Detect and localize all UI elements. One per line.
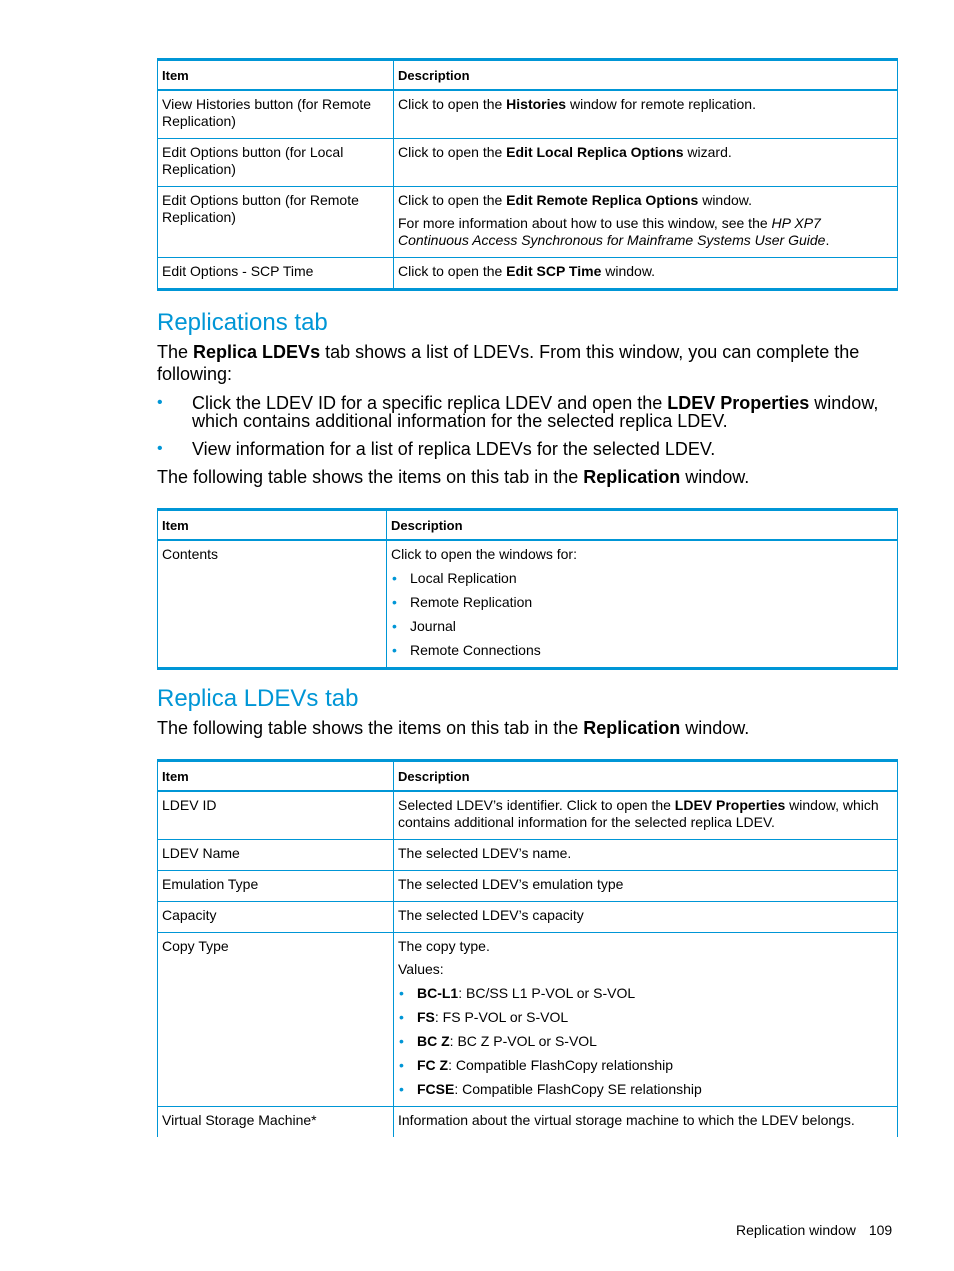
table-row [158,187,898,258]
windows-list [391,570,893,659]
cell-description: Click to open the Edit Remote Replica Options window. For more information about how to use this window, see the HP XP7 Continuous Access Synchronous for Mainframe Systems User Guide. [394,187,898,258]
list-item: • BC-L1: BC/SS L1 P-VOL or S-VOL [398,985,893,1002]
contents-table [157,508,898,670]
bullet-list [157,394,897,458]
cell-item: Contents [158,540,387,669]
list-item: • FS: FS P-VOL or S-VOL [398,1009,893,1026]
list-item: • Click the LDEV ID for a specific replica LDEV and open the LDEV Properties window, which contains additional information for the selected replica LDEV. [157,394,897,430]
cell-description: The selected LDEV’s name. [394,840,898,871]
cell-item: Copy Type [158,933,394,1107]
replica-ldevs-table [157,759,898,1137]
table-row [158,1107,898,1138]
page-number: 109 [868,1222,893,1238]
cell-description: Click to open the Edit Local Replica Options wizard. [394,139,898,187]
page-content [157,58,897,1137]
cell-description: Click to open the Histories window for remote replication. [394,90,898,139]
cell-item: Edit Options - SCP Time [158,258,394,290]
footer-section-title: Replication window [736,1222,856,1238]
guide-reference: HP XP7 Continuous Access Synchronous for Mainframe Systems User Guide [398,215,826,248]
cell-item: View Histories button (for Remote Replication) [158,90,394,139]
cell-description: The selected LDEV’s emulation type [394,871,898,902]
list-item: • Remote Connections [391,642,893,659]
list-item: • FCSE: Compatible FlashCopy SE relationship [398,1081,893,1098]
table-intro: The following table shows the items on this tab in the Replication window. [157,718,750,738]
cell-description: Selected LDEV’s identifier. Click to open the LDEV Properties window, which contains additional information for the selected replica LDEV. [394,791,898,840]
cell-item: Edit Options button (for Local Replication) [158,139,394,187]
cell-item: LDEV Name [158,840,394,871]
table-row [158,258,898,290]
copy-type-values-list [398,985,893,1098]
cell-description: Click to open the Edit SCP Time window. [394,258,898,290]
table-header-description: Description [387,510,898,541]
list-item: • Local Replication [391,570,893,587]
table-row [158,933,898,1107]
table-header-item: Item [158,761,394,792]
table-row [158,139,898,187]
section-heading-replications-tab: Replications tab [157,309,328,336]
cell-item: Edit Options button (for Remote Replication) [158,187,394,258]
table-row [158,791,898,840]
table-row [158,871,898,902]
list-item: • BC Z: BC Z P-VOL or S-VOL [398,1033,893,1050]
table-header-item: Item [158,60,394,91]
cell-item: Virtual Storage Machine* [158,1107,394,1138]
cell-description: The copy type. Values: • BC-L1: BC/SS L1 P-VOL or S-VOL • FS: FS P-VOL or S-VOL • BC Z: BC Z P-VOL or S-VOL • FC Z: Compatible FlashCopy relationship • FCSE: Compatible FlashCopy SE relationship [394,933,898,1107]
table-row [158,90,898,139]
list-item: • Journal [391,618,893,635]
cell-description: The selected LDEV’s capacity [394,902,898,933]
table-header-description: Description [394,60,898,91]
table-row [158,540,898,669]
section-heading-replica-ldevs-tab: Replica LDEVs tab [157,685,359,712]
cell-item: LDEV ID [158,791,394,840]
table-row [158,840,898,871]
cell-description: Information about the virtual storage machine to which the LDEV belongs. [394,1107,898,1138]
list-item: • View information for a list of replica LDEVs for the selected LDEV. [157,440,897,458]
table-header-item: Item [158,510,387,541]
section-intro: The Replica LDEVs tab shows a list of LDEVs. From this window, you can complete the following: [157,342,860,384]
buttons-table [157,58,898,291]
list-item: • FC Z: Compatible FlashCopy relationship [398,1057,893,1074]
cell-description: Click to open the windows for: • Local Replication • Remote Replication • Journal • Remote Connections [387,540,898,669]
cell-item: Emulation Type [158,871,394,902]
table-row [158,902,898,933]
page-footer [736,1222,892,1238]
table-header-description: Description [394,761,898,792]
table-intro: The following table shows the items on this tab in the Replication window. [157,467,750,487]
list-item: • Remote Replication [391,594,893,611]
cell-item: Capacity [158,902,394,933]
